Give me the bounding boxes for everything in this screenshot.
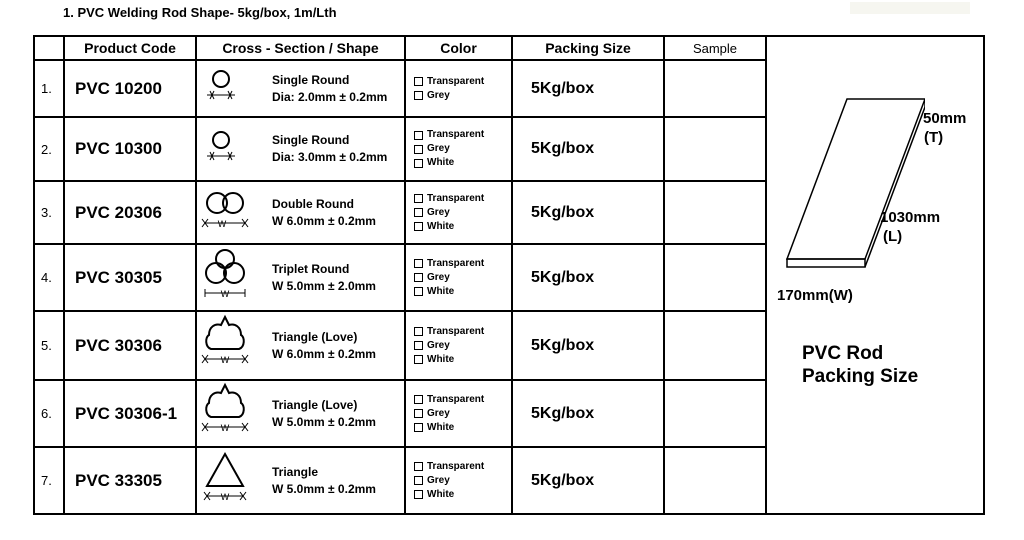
- packing-size: 5Kg/box: [512, 447, 664, 514]
- product-code: PVC 30306-1: [64, 380, 196, 447]
- color-option[interactable]: White: [414, 421, 511, 435]
- packing-box-diagram: [785, 89, 925, 289]
- color-options: [405, 311, 512, 380]
- checkbox[interactable]: [414, 462, 423, 471]
- color-option[interactable]: Grey: [414, 407, 511, 421]
- color-option[interactable]: Transparent: [414, 393, 511, 407]
- row-index: 5.: [34, 311, 64, 380]
- product-table: [33, 35, 985, 515]
- header-packing-size: Packing Size: [512, 36, 664, 60]
- packing-size: 5Kg/box: [512, 117, 664, 181]
- checkbox[interactable]: [414, 355, 423, 364]
- product-code: PVC 33305: [64, 447, 196, 514]
- packing-size: 5Kg/box: [512, 181, 664, 244]
- color-option[interactable]: Transparent: [414, 460, 511, 474]
- color-option[interactable]: Transparent: [414, 75, 511, 89]
- row-index: 4.: [34, 244, 64, 311]
- color-option[interactable]: Grey: [414, 89, 511, 103]
- page-heading: 1. PVC Welding Rod Shape- 5kg/box, 1m/Lth: [63, 5, 337, 20]
- color-option[interactable]: Grey: [414, 142, 511, 156]
- color-option[interactable]: Transparent: [414, 128, 511, 142]
- checkbox[interactable]: [414, 409, 423, 418]
- shape-description: Single Round Dia: 3.0mm ± 0.2mm: [272, 117, 405, 181]
- packing-size: 5Kg/box: [512, 311, 664, 380]
- length-label: 1030mm: [880, 209, 941, 226]
- checkbox[interactable]: [414, 222, 423, 231]
- checkbox[interactable]: [414, 145, 423, 154]
- thickness-label: 50mm: [923, 110, 967, 127]
- packing-size: 5Kg/box: [512, 60, 664, 117]
- svg-text:W: W: [220, 423, 230, 433]
- svg-text:W: W: [220, 492, 230, 502]
- color-options: [405, 447, 512, 514]
- product-code: PVC 20306: [64, 181, 196, 244]
- triangle-love-icon: [196, 311, 272, 380]
- single-round-icon: [196, 60, 272, 117]
- color-options: [405, 60, 512, 117]
- color-option[interactable]: White: [414, 285, 511, 299]
- color-options: [405, 380, 512, 447]
- color-option[interactable]: Transparent: [414, 257, 511, 271]
- svg-text:W: W: [220, 289, 230, 299]
- shape-description: Triangle (Love) W 6.0mm ± 0.2mm: [272, 311, 405, 380]
- color-option[interactable]: Grey: [414, 474, 511, 488]
- checkbox[interactable]: [414, 194, 423, 203]
- sample-cell: [664, 311, 766, 380]
- color-option[interactable]: White: [414, 488, 511, 502]
- triplet-round-icon: [196, 244, 272, 311]
- checkbox[interactable]: [414, 77, 423, 86]
- packing-size-panel: [766, 36, 984, 514]
- checkbox[interactable]: [414, 131, 423, 140]
- color-option[interactable]: Transparent: [414, 325, 511, 339]
- checkbox[interactable]: [414, 395, 423, 404]
- header-sample: Sample: [664, 36, 766, 60]
- sample-cell: [664, 244, 766, 311]
- product-code: PVC 30305: [64, 244, 196, 311]
- checkbox[interactable]: [414, 208, 423, 217]
- row-index: 1.: [34, 60, 64, 117]
- checkbox[interactable]: [414, 341, 423, 350]
- row-index: 6.: [34, 380, 64, 447]
- checkbox[interactable]: [414, 259, 423, 268]
- single-round-icon: [196, 117, 272, 181]
- shape-description: Double Round W 6.0mm ± 0.2mm: [272, 181, 405, 244]
- triangle-icon: [196, 447, 272, 514]
- triangle-love-icon: [196, 380, 272, 447]
- shape-description: Triangle W 5.0mm ± 0.2mm: [272, 447, 405, 514]
- packing-size-title: PVC Rod Packing Size: [802, 343, 919, 387]
- sample-cell: [664, 60, 766, 117]
- color-option[interactable]: White: [414, 220, 511, 234]
- checkbox[interactable]: [414, 159, 423, 168]
- packing-size: 5Kg/box: [512, 244, 664, 311]
- double-round-icon: [196, 181, 272, 244]
- svg-text:W: W: [220, 355, 230, 365]
- checkbox[interactable]: [414, 476, 423, 485]
- color-options: [405, 244, 512, 311]
- product-code: PVC 10200: [64, 60, 196, 117]
- color-option[interactable]: White: [414, 353, 511, 367]
- shape-description: Triangle (Love) W 5.0mm ± 0.2mm: [272, 380, 405, 447]
- header-cross-section: Cross - Section / Shape: [196, 36, 405, 60]
- sample-cell: [664, 117, 766, 181]
- row-index: 3.: [34, 181, 64, 244]
- shape-description: Triplet Round W 5.0mm ± 2.0mm: [272, 244, 405, 311]
- header-product-code: Product Code: [64, 36, 196, 60]
- sample-cell: [664, 447, 766, 514]
- color-option[interactable]: White: [414, 156, 511, 170]
- checkbox[interactable]: [414, 273, 423, 282]
- svg-text:W: W: [217, 219, 227, 229]
- checkbox[interactable]: [414, 423, 423, 432]
- color-option[interactable]: Grey: [414, 206, 511, 220]
- length-code: (L): [883, 228, 903, 245]
- checkbox[interactable]: [414, 327, 423, 336]
- header-color: Color: [405, 36, 512, 60]
- product-code: PVC 30306: [64, 311, 196, 380]
- thickness-code: (T): [924, 129, 944, 146]
- sample-cell: [664, 181, 766, 244]
- packing-size: 5Kg/box: [512, 380, 664, 447]
- checkbox[interactable]: [414, 91, 423, 100]
- checkbox[interactable]: [414, 287, 423, 296]
- sample-cell: [664, 380, 766, 447]
- checkbox[interactable]: [414, 490, 423, 499]
- shape-description: Single Round Dia: 2.0mm ± 0.2mm: [272, 60, 405, 117]
- width-label: 170mm(W): [777, 287, 853, 304]
- color-options: [405, 117, 512, 181]
- header-index: [34, 36, 64, 60]
- color-options: [405, 181, 512, 244]
- row-index: 7.: [34, 447, 64, 514]
- header-mark: [850, 2, 970, 14]
- color-option[interactable]: Grey: [414, 271, 511, 285]
- color-option[interactable]: Grey: [414, 339, 511, 353]
- row-index: 2.: [34, 117, 64, 181]
- color-option[interactable]: Transparent: [414, 192, 511, 206]
- product-code: PVC 10300: [64, 117, 196, 181]
